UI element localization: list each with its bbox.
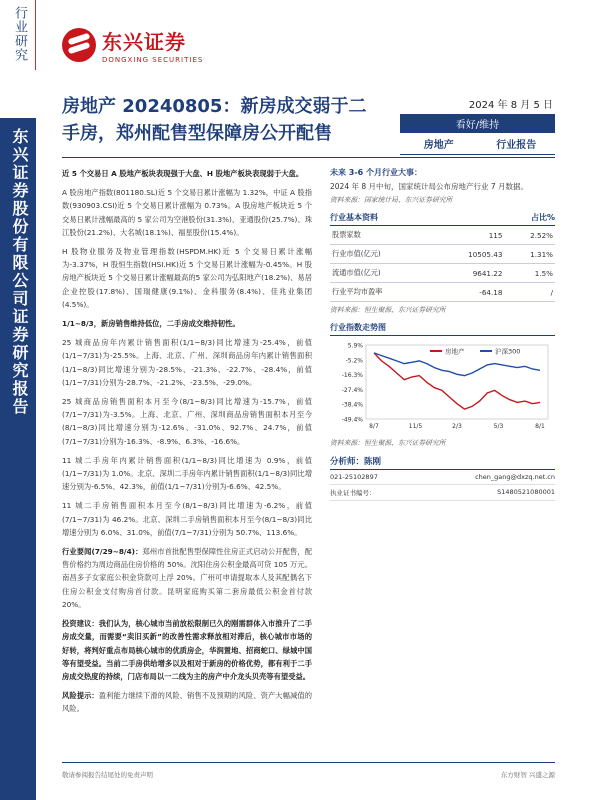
para9: [62, 689, 312, 715]
para3: 25 城商品房年内累计销售面积(1/1~8/3)同比增速为-25.4%，前值(1/1~7/31)为-25.5%。上海、北京、广州、深圳商品房年内累计销售面积(1/1~8/3)同比增速分别为-28.5%、-21.3%、-22.7%、-28.4%，前值(1/1~7/31)分别为-28.7%、-21.2%、-23.5%、-29.0%。: [62, 338, 312, 387]
footer-divider: [62, 762, 555, 763]
analyst-cert-label: 执业证书编号：: [330, 489, 376, 497]
basic-data-pct: 1.5%: [504, 264, 555, 283]
x-tick-label: 8/1: [535, 423, 545, 430]
header-divider: [62, 157, 555, 158]
basic-data-value: 115: [432, 226, 504, 245]
basic-data-label: 行业平均市盈率: [330, 283, 432, 302]
y-tick-label: -5.2%: [345, 357, 363, 365]
basic-data-label: 行业市值(亿元): [330, 245, 432, 264]
basic-data-row: [330, 264, 555, 283]
para9-title: 风险提示：: [62, 691, 99, 701]
analyst-cert: S1480521080001: [497, 488, 555, 496]
legend-label: 房地产: [445, 347, 465, 356]
basic-data-table: [330, 226, 555, 302]
y-tick-label: -49.4%: [341, 416, 363, 424]
trend-source: 资料来源：恒生聚源、东兴证券研究所: [330, 439, 446, 447]
y-tick-label: -38.4%: [341, 401, 363, 409]
y-tick-label: -16.3%: [341, 372, 363, 380]
analyst-email[interactable]: chen_gang@dxzq.net.cn: [475, 473, 555, 481]
para2: H 股物业服务及物业管理指数(HSPDM.HK)近 5 个交易日累计涨幅为-3.37%，H 股恒生指数(HSI.HK)近 5 个交易日累计涨幅为-0.45%。H 股房地产板块近 5 个交易日累计涨幅最高的5 家公司为弘阳地产(18.2%)、易居企业控股(17.8%)、国瑞健康(9.1%)、金科服务(8.4%)、佳兆业集团(4.5%)。: [62, 247, 312, 309]
para8-text: 我们认为，核心城市当前放松限制已久的刚需群体入市推升了二手房成交量，而需要“卖旧买新”的改善性需求释放相对滞后，核心城市市场的好转，将判好重点布局核心城市的优质房企，华润置地、招商蛇口、绿城中国等有望受益。当前二手房供给增多以及相对于新房的价格优势，都有利于二手房成交热度的持续，门店布局以一二线为主的房产中介龙头贝壳等有望受益。: [62, 619, 313, 681]
legend-label: 沪深300: [495, 347, 521, 356]
report-title: 房地产 20240805：新房成交弱于二手房，郑州配售型保障房公开配售: [62, 96, 367, 144]
para1-title: 近 5 个交易日 A 股地产板块表现强于大盘、H 股地产板块表现弱于大盘。: [62, 169, 304, 178]
para5: 11 城二手房年内累计销售面积(1/1~8/3)同比增速为 0.9%，前值(1/1~7/31)为 1.0%。北京、深圳二手房年内累计销售面积(1/1~8/3)同比增速分别为-6.5%、42.3%，前值(1/1~7/31)分别为-6.6%、42.5%。: [62, 455, 312, 492]
analyst-section: [330, 455, 555, 501]
x-tick-label: 2/3: [452, 423, 462, 430]
trend-title: 行业指数走势图: [330, 323, 386, 332]
report-rating: 看好/维持: [400, 114, 555, 133]
x-tick-label: 8/7: [369, 423, 379, 430]
para3-title: 1/1~8/3，新房销售维持低位，二手房成交维持韧性。: [62, 319, 240, 329]
left-top-block: [0, 0, 36, 70]
industry-trend-chart: [330, 339, 555, 435]
company-logo: [62, 26, 203, 64]
basic-data-pct-header: 占比%: [530, 213, 555, 222]
para9-text: 盈利能力继续下滑的风险、销售不及预期的风险、资产大幅减值的风险。: [62, 691, 313, 714]
left-main-block: [0, 118, 36, 800]
basic-data-label: 流通市值(亿元): [330, 264, 432, 283]
basic-data-value: 10505.43: [432, 245, 504, 264]
para1: A 股房地产指数(801180.SL)近 5 个交易日累计涨幅为 1.32%，中证 A 股指数(930903.CSI)近 5 个交易日累计涨幅为 0.73%。A 股房地产板块近 5 个交易日累计涨幅最高的 5 家公司为空港股份(31.3%)、亚通股份(25.7%)、珠江股份(21.2%)、大名城(18.1%)、福星股份(15.4%)。: [62, 188, 312, 237]
para8: [62, 617, 312, 683]
basic-data-row: [330, 245, 555, 264]
analyst-phone: 021-25102897: [330, 473, 378, 481]
para7-text: 郑州市首批配售型保障性住房正式启动公开配售，配售价格约为周边商品住房价格的 50%。沈阳住房公积金最高可贷 105 万元。南昌多子女家庭公积金贷款可上浮 20%。广州可申请提取本人及其配偶名下住房公积金支付购房首付款。昆明家庭购买第二套房最低公积金首付款 20%。: [62, 547, 312, 609]
outlook-title: 未来 3-6 个月行业大事：: [330, 168, 423, 177]
report-info-box: [400, 93, 555, 155]
report-date: 2024 年 8 月 5 日: [468, 100, 553, 111]
basic-data-title: 行业基本资料: [330, 213, 378, 222]
report-sector: 房地产: [423, 140, 454, 151]
basic-data-pct: 2.52%: [504, 226, 555, 245]
main-column: [62, 167, 312, 722]
basic-data-row: [330, 226, 555, 245]
basic-data-pct: 1.31%: [504, 245, 555, 264]
para6: 11 城二手房销售面积本月至今(8/1~8/3)同比增速为-6.2%，前值(7/1~7/31)为 46.2%。北京、深圳二手房销售面积本月至今(8/1~8/3)同比增速分别为 6.0%、31.0%，前值(7/1~7/31)分别为 50.7%、113.6%。: [62, 501, 312, 537]
report-type: 行业报告: [496, 140, 537, 151]
basic-data-row: [330, 283, 555, 302]
left-sidebar: [0, 0, 36, 800]
x-tick-label: 5/3: [493, 423, 504, 430]
logo-en-text: DONGXING SECURITIES: [102, 56, 204, 64]
series-line-1: [374, 353, 540, 376]
basic-data-value: -64.18: [432, 283, 504, 302]
outlook-text: 2024 年 8 月中旬，国家统计局公布房地产行业 7 月数据。: [330, 182, 529, 191]
para4: 25 城商品房销售面积本月至今(8/1~8/3)同比增速为-15.7%，前值(7/1~7/31)为-3.5%。上海、北京、广州、深圳商品房销售面积本月至今(8/1~8/3)同比增速分别为-12.6%、-31.0%、92.7%、24.7%，前值(7/1~7/31)分别为-16.3%、-8.9%、6.3%、-16.6%。: [62, 397, 312, 446]
basic-data-section: [330, 212, 555, 314]
para7-title: 行业要闻(7/29~8/4)：: [62, 547, 143, 557]
outlook-source: 资料来源：国家统计局、东兴证券研究所: [330, 196, 453, 204]
footer-slogan: 东方财智 兴盛之源: [500, 771, 555, 779]
footer-disclaimer: 敬请参阅报告结尾处的免责声明: [62, 771, 153, 779]
logo-cn-text: 东兴证券: [102, 30, 186, 54]
y-tick-label: -27.4%: [341, 386, 363, 394]
logo-icon: [62, 28, 96, 62]
basic-data-value: 9641.22: [432, 264, 504, 283]
x-tick-label: 11/5: [408, 423, 423, 430]
para7: [62, 545, 312, 611]
company-vertical-label: 东兴证券股份有限公司证券研究报告: [10, 128, 29, 416]
basic-data-label: 股票家数: [330, 226, 432, 245]
basic-data-source: 资料来源：恒生聚源、东兴证券研究所: [330, 306, 446, 314]
para8-title: 投资建议：: [62, 619, 99, 629]
basic-data-pct: /: [504, 283, 555, 302]
side-column: [330, 167, 555, 501]
chart-plot-area: [366, 345, 548, 419]
analyst-name: 分析师：陈刚: [330, 455, 555, 470]
trend-section: [330, 322, 555, 447]
y-tick-label: 5.9%: [347, 342, 363, 350]
report-category-label: 行业研究: [12, 6, 27, 62]
